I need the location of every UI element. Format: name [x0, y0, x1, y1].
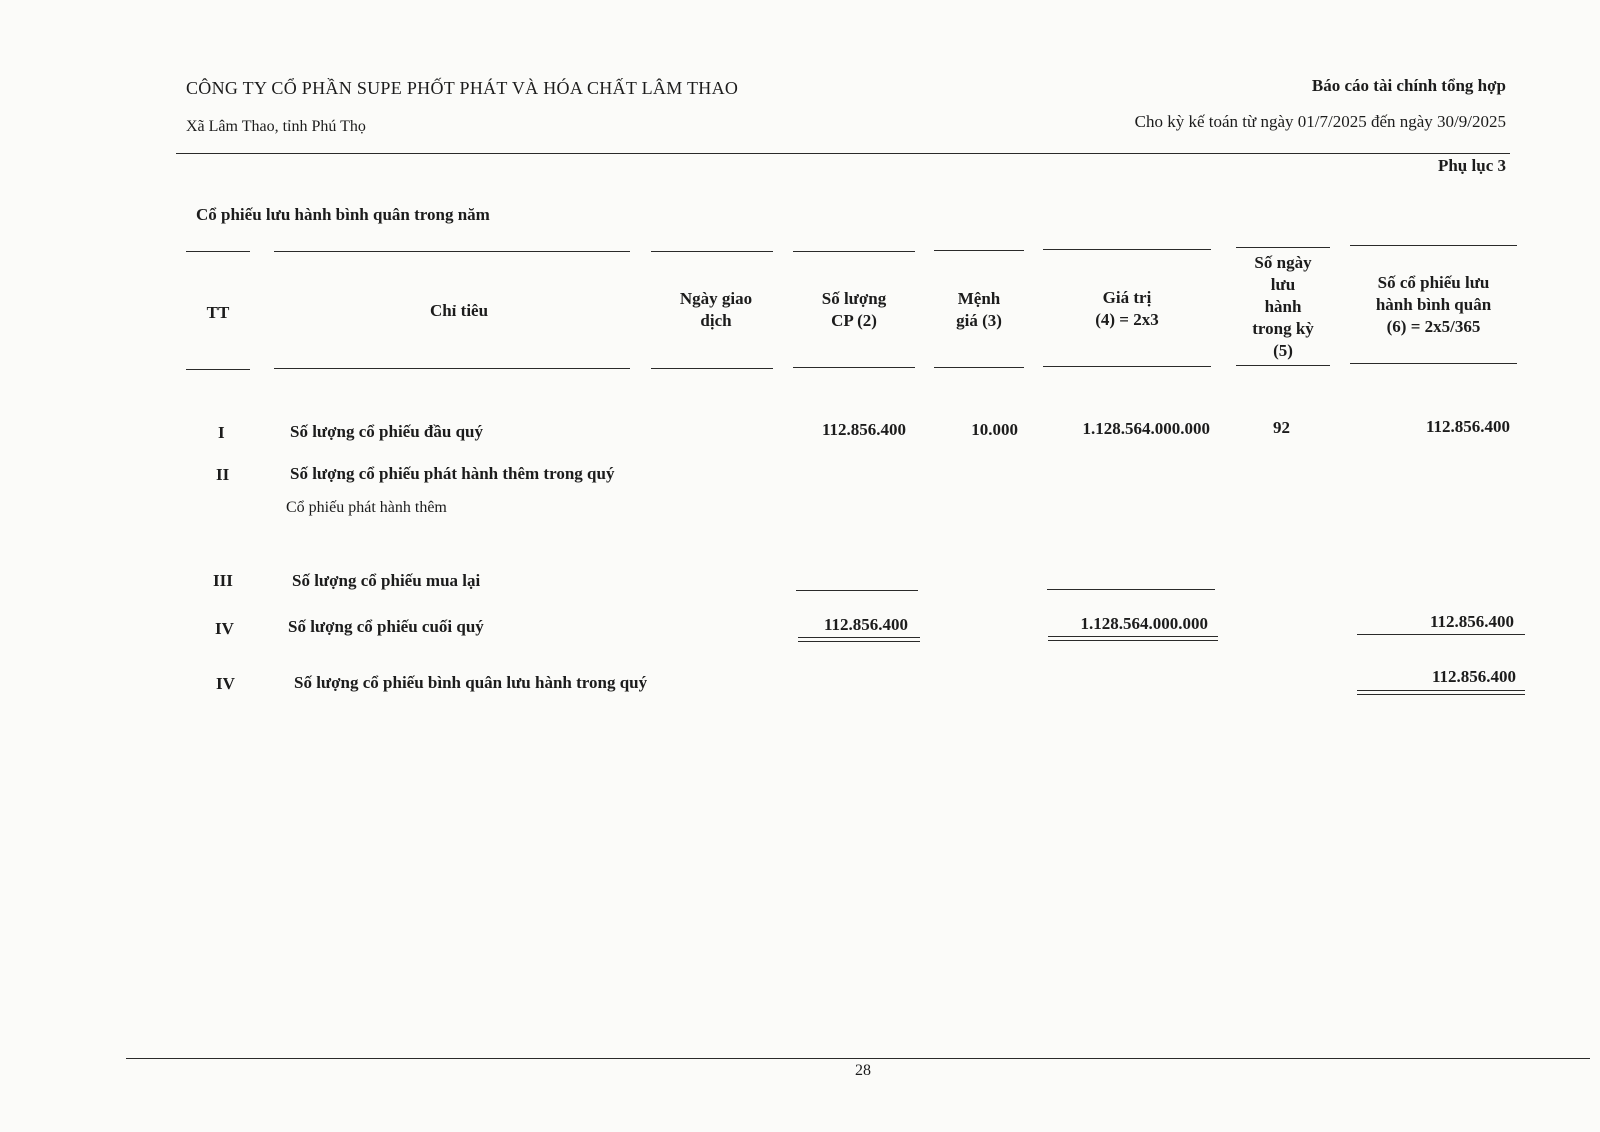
table-row-label: Số lượng cổ phiếu phát hành thêm trong quý [290, 464, 615, 483]
col-header-so-luong: Số lượng CP (2) [821, 289, 887, 330]
cell-gia-tri: 1.128.564.000.000 [1082, 419, 1210, 438]
cell-menh-gia: 10.000 [971, 420, 1018, 439]
cell-so-luong: 112.856.400 [821, 420, 906, 439]
col-header-tt: TT [206, 303, 230, 322]
header-divider [176, 153, 1510, 154]
company-address: Xã Lâm Thao, tỉnh Phú Thọ [186, 118, 366, 135]
cell-so-ngay: 92 [1273, 418, 1290, 437]
footer-divider [126, 1058, 1590, 1059]
total-double-rule [798, 637, 920, 642]
cell-binh-quan: 112.856.400 [1429, 612, 1514, 631]
table-row-tt: II [216, 465, 230, 484]
cell-binh-quan: 112.856.400 [1425, 417, 1510, 436]
col-header-so-ngay: Số ngày lưu hành trong kỳ (5) [1252, 253, 1314, 360]
table-row-tt: III [213, 571, 233, 590]
col-header-menh-gia: Mệnh giá (3) [956, 289, 1002, 330]
table-row-label: Số lượng cổ phiếu cuối quý [288, 617, 484, 636]
header-rule-bottom [186, 369, 250, 370]
total-double-rule [1048, 636, 1218, 641]
table-row-label: Số lượng cổ phiếu đầu quý [290, 422, 483, 441]
total-double-rule [1357, 690, 1525, 695]
section-title: Cổ phiếu lưu hành bình quân trong năm [196, 205, 490, 224]
cell-gia-tri: 1.128.564.000.000 [1080, 614, 1208, 633]
col-header-gia-tri: Giá trị (4) = 2x3 [1095, 288, 1159, 329]
col-header-binh-quan: Số cổ phiếu lưu hành bình quân (6) = 2x5/365 [1375, 273, 1492, 336]
appendix-label: Phụ lục 3 [1437, 156, 1506, 175]
page-number: 28 [855, 1062, 871, 1079]
table-row-label: Cổ phiếu phát hành thêm [286, 499, 447, 516]
company-name: CÔNG TY CỔ PHẦN SUPE PHỐT PHÁT VÀ HÓA CHẤT LÂM THAO [186, 78, 739, 98]
table-row-tt: IV [216, 674, 235, 693]
subtotal-rule [1047, 589, 1215, 590]
header-rule-top [186, 251, 250, 252]
col-header-chi-tieu: Chỉ tiêu [429, 301, 489, 320]
subtotal-rule [796, 590, 918, 591]
cell-binh-quan: 112.856.400 [1431, 667, 1516, 686]
table-row-label: Số lượng cổ phiếu mua lại [292, 571, 481, 590]
cell-so-luong: 112.856.400 [823, 615, 908, 634]
subtotal-rule [1357, 634, 1525, 635]
col-header-ngay-giao-dich: Ngày giao dịch [679, 289, 753, 330]
report-period: Cho kỳ kế toán từ ngày 01/7/2025 đến ngày 30/9/2025 [1134, 112, 1506, 131]
table-row-label: Số lượng cổ phiếu bình quân lưu hành trong quý [294, 673, 648, 692]
table-row-tt: I [218, 423, 225, 442]
table-row-tt: IV [215, 619, 234, 638]
report-title: Báo cáo tài chính tổng hợp [1311, 76, 1506, 95]
